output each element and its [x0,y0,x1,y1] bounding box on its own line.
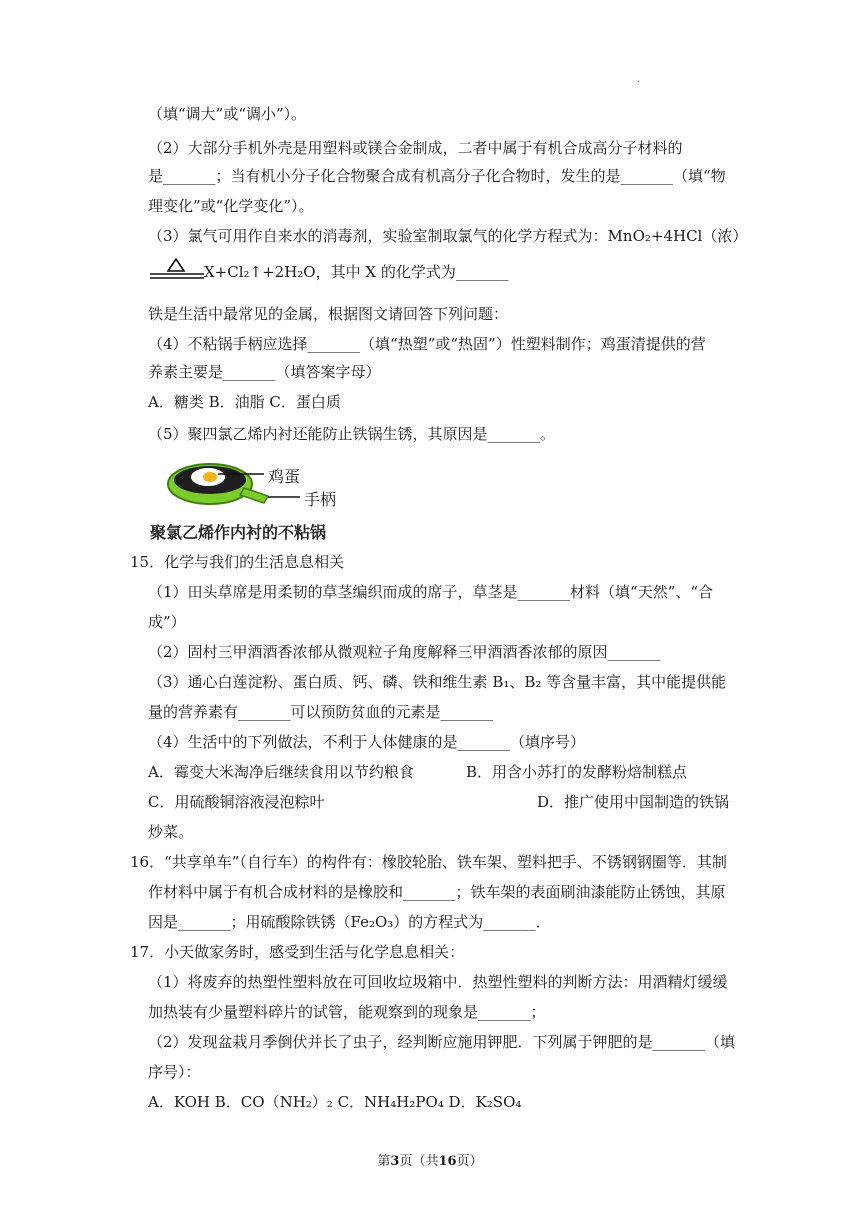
text-line: 炒菜。 [148,823,194,841]
text-line: X+Cl₂↑+2H₂O，其中 X 的化学式为_______ [204,263,509,281]
footer-prefix: 第 [377,1154,391,1169]
text-line: A．霉变大米淘净后继续食用以节约粮食 [148,763,414,781]
footer-suffix: 页） [456,1154,483,1169]
handle-label: 手柄 [304,490,337,509]
text-line: （1）将废弃的热塑性塑料放在可回收垃圾箱中．热塑性塑料的判断方法：用酒精灯缓缓 [148,973,728,991]
text-line: 16．“共享单车”（自行车）的构件有：橡胶轮胎、铁车架、塑料把手、不锈钢钢圈等．其制 [130,853,727,871]
text-line: 15．化学与我们的生活息息相关 [130,553,345,571]
text-line: 因是_______；用硫酸除铁锈（Fe₂O₃）的方程式为_______． [148,913,551,931]
text-line: 17．小天做家务时，感受到生活与化学息息相关： [130,943,465,961]
text-line: 作材料中属于有机合成材料的是橡胶和_______；铁车架的表面刷油漆能防止锈蚀，其原 [148,883,726,901]
text-line: A．糖类 B．油脂 C．蛋白质 [148,393,341,411]
header-dot: . [637,74,641,85]
text-line: （4）不粘锅手柄应选择_______（填“热塑”或“热固”）性塑料制作；鸡蛋清提供的营 [148,335,706,353]
text-line: D．推广使用中国制造的铁锅 [537,793,730,811]
text-line: （2）固村三甲酒酒香浓郁从微观粒子角度解释三甲酒酒香浓郁的原因_______ [148,643,661,661]
text-line: （2）发现盆栽月季倒伏并长了虫子，经判断应施用钾肥．下列属于钾肥的是_______（填 [148,1033,736,1051]
text-line: （4）生活中的下列做法，不利于人体健康的是_______（填序号） [148,733,586,751]
text-line: 成”） [148,613,186,631]
text-line: C．用硫酸铜溶液浸泡粽叶 [148,793,325,811]
page-number: 3 [390,1154,400,1169]
text-line: （3）氯气可用作自来水的消毒剂，实验室制取氯气的化学方程式为：MnO₂+4HCl（浓） [148,227,748,245]
text-line: B．用含小苏打的发酵粉焙制糕点 [466,763,688,781]
reaction-condition-heat-icon [148,256,204,280]
text-line: 理变化”或“化学变化”）。 [148,197,314,215]
text-line: （1）田头草席是用柔韧的草茎编织而成的席子，草茎是_______材料（填“天然”、“合 [148,583,714,601]
text-line: 是_______；当有机小分子化合物聚合成有机高分子化合物时，发生的是_______（填“物 [148,167,726,185]
page-footer [0,1150,860,1169]
text-line: 加热装有少量塑料碎片的试管，能观察到的现象是_______； [148,1003,546,1021]
egg-label: 鸡蛋 [268,467,301,486]
figure-caption: 聚氯乙烯作内衬的不粘锅 [150,523,327,542]
text-line: （3）通心白莲淀粉、蛋白质、钙、磷、铁和维生素 B₁、B₂ 等含量丰富，其中能提供能 [148,673,727,691]
page-total: 16 [438,1154,457,1169]
text-line: 量的营养素有_______可以预防贫血的元素是_______ [148,703,494,721]
text-line: （填“调大”或“调小”）。 [148,105,307,123]
footer-middle: 页（共 [399,1154,439,1169]
text-line: 养素主要是_______（填答案字母） [148,363,381,381]
text-line: 序号）： [148,1063,201,1081]
text-line: （5）聚四氯乙烯内衬还能防止铁锅生锈，其原因是_______。 [148,425,556,443]
text-line: 铁是生活中最常见的金属，根据图文请回答下列问题： [148,305,509,323]
text-line: （2）大部分手机外壳是用塑料或镁合金制成，二者中属于有机合成高分子材料的 [148,139,683,157]
text-line: A．KOH B．CO（NH₂）₂ C．NH₄H₂PO₄ D．K₂SO₄ [148,1093,522,1111]
